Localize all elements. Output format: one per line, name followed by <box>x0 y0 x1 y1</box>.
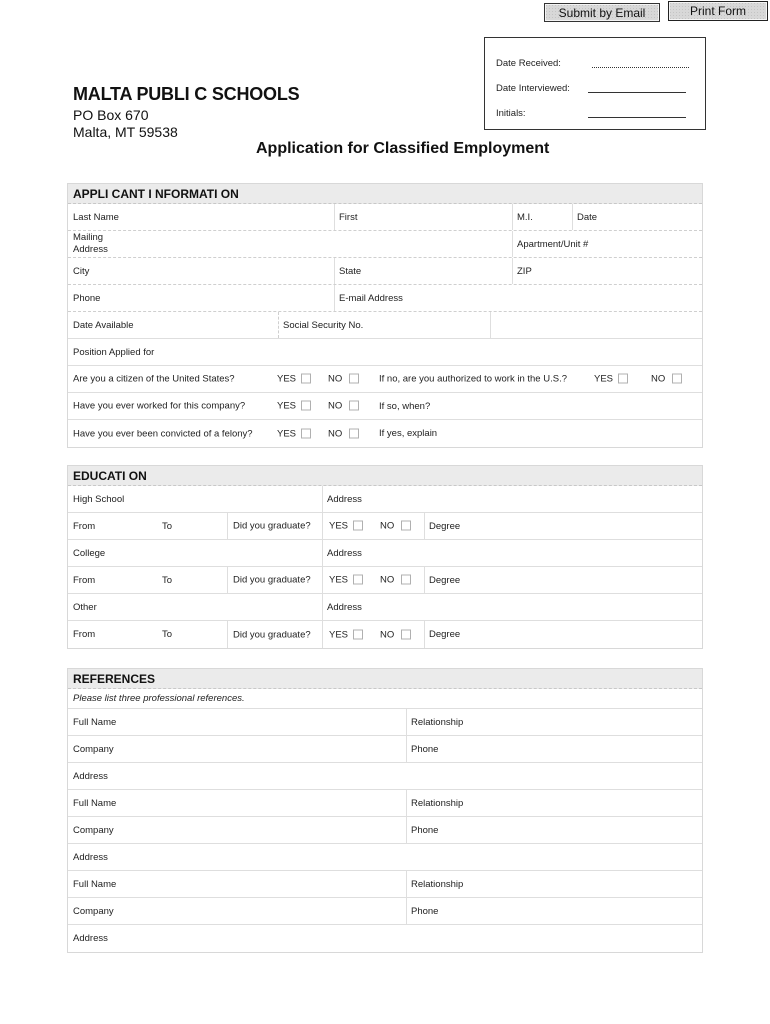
worked-question: Have you ever worked for this company? <box>73 400 246 412</box>
address-label: Address <box>73 851 108 863</box>
college-row <box>68 540 702 567</box>
address-label: Address <box>327 547 362 559</box>
submit-by-email-button[interactable] <box>544 3 660 22</box>
education-section <box>67 465 703 649</box>
name-row <box>68 204 702 231</box>
college-label: College <box>73 547 106 559</box>
college-graduate-no-checkbox[interactable] <box>401 575 411 585</box>
ref1-company-field[interactable] <box>68 736 406 762</box>
ref1-full-name-field[interactable] <box>68 709 406 735</box>
other-school-field[interactable] <box>68 594 322 620</box>
college-address-field[interactable] <box>322 540 702 566</box>
references-note-text: Please list three professional references. <box>73 693 245 704</box>
office-use-box <box>484 37 706 130</box>
phone-label: Phone <box>411 905 439 917</box>
date-label: Date <box>577 211 598 223</box>
no-label: NO <box>328 400 343 412</box>
date-field[interactable] <box>572 204 702 230</box>
city-field[interactable] <box>68 258 334 284</box>
zip-label: ZIP <box>517 265 532 277</box>
reference-2-address-row <box>68 844 702 871</box>
felony-yes-checkbox[interactable] <box>301 428 311 438</box>
city-row <box>68 258 702 285</box>
authorized-question: If no, are you authorized to work in the U.S.? <box>379 373 567 385</box>
ref2-company-field[interactable] <box>68 817 406 843</box>
yes-label: YES <box>277 428 297 439</box>
felony-no-checkbox[interactable] <box>349 428 359 438</box>
divider <box>322 513 323 539</box>
high-school-address-field[interactable] <box>322 486 702 512</box>
references-note <box>68 689 702 708</box>
no-label: NO <box>380 574 395 586</box>
other-from-field[interactable] <box>68 621 157 648</box>
address-label: Address <box>73 244 108 255</box>
mailing-address-field[interactable] <box>68 231 512 257</box>
organization-name: MALTA PUBLI C SCHOOLS <box>73 84 300 104</box>
to-label: To <box>162 629 173 640</box>
references-section <box>67 668 703 953</box>
reference-2-company-row <box>68 817 702 844</box>
state-field[interactable] <box>334 258 512 284</box>
graduate-question: Did you graduate? <box>233 629 311 640</box>
divider <box>227 621 228 648</box>
no-label: NO <box>651 373 666 385</box>
phone-field[interactable] <box>68 285 334 311</box>
reference-1-name-row <box>68 709 702 736</box>
ref1-relationship-field[interactable] <box>406 709 702 735</box>
mailing-label: Mailing <box>73 232 104 243</box>
authorized-yes-checkbox[interactable] <box>618 374 628 384</box>
other-degree-field[interactable] <box>424 621 702 648</box>
date-interviewed-field[interactable] <box>588 92 686 93</box>
reference-3-address-row <box>68 925 702 952</box>
date-available-label: Date Available <box>73 319 134 331</box>
felony-question: Have you ever been convicted of a felony? <box>73 428 253 439</box>
middle-initial-label: M.I. <box>517 211 533 223</box>
hs-from-field[interactable] <box>68 513 157 539</box>
ref1-phone-field[interactable] <box>406 736 702 762</box>
date-available-field[interactable] <box>68 312 278 338</box>
relationship-label: Relationship <box>411 878 464 890</box>
yes-label: YES <box>277 373 297 385</box>
other-school-label: Other <box>73 601 97 613</box>
full-name-label: Full Name <box>73 716 117 728</box>
graduate-question: Did you graduate? <box>233 520 311 532</box>
reference-3-name-row <box>68 871 702 898</box>
email-label: E-mail Address <box>339 292 403 304</box>
high-school-label: High School <box>73 493 125 505</box>
no-label: NO <box>328 428 343 439</box>
high-school-dates-row <box>68 513 702 540</box>
college-field[interactable] <box>68 540 322 566</box>
position-row <box>68 339 702 366</box>
address-label: Address <box>73 933 108 944</box>
divider <box>322 621 323 648</box>
no-label: NO <box>380 520 395 532</box>
hs-graduate-yes-checkbox[interactable] <box>353 521 363 531</box>
ref2-phone-field[interactable] <box>406 817 702 843</box>
yes-label: YES <box>594 373 614 385</box>
yes-label: YES <box>329 520 349 532</box>
last-name-field[interactable] <box>68 204 334 230</box>
worked-when-label: If so, when? <box>379 400 431 412</box>
state-label: State <box>339 265 362 277</box>
degree-label: Degree <box>429 520 461 532</box>
company-label: Company <box>73 743 114 755</box>
other-school-row <box>68 594 702 621</box>
ref3-address-field[interactable] <box>68 925 702 952</box>
initials-field[interactable] <box>588 117 686 118</box>
ssn-field[interactable] <box>490 312 702 338</box>
apartment-label: Apartment/Unit # <box>517 238 589 250</box>
ref3-relationship-field[interactable] <box>406 871 702 897</box>
print-form-button[interactable] <box>668 1 768 21</box>
initials-label: Initials: <box>496 108 526 119</box>
from-label: From <box>73 629 96 640</box>
first-name-field[interactable] <box>334 204 512 230</box>
mailing-address-row <box>68 231 702 258</box>
worked-when-field[interactable] <box>374 393 702 419</box>
college-graduate-yes-checkbox[interactable] <box>353 575 363 585</box>
ssn-label-cell <box>278 312 490 338</box>
no-label: NO <box>380 629 395 640</box>
first-name-label: First <box>339 211 358 223</box>
college-degree-field[interactable] <box>424 567 702 593</box>
section-title: REFERENCES <box>68 669 702 689</box>
from-label: From <box>73 520 96 532</box>
phone-label: Phone <box>411 824 439 836</box>
divider <box>227 513 228 539</box>
other-address-field[interactable] <box>322 594 702 620</box>
other-to-field[interactable] <box>157 621 227 648</box>
from-label: From <box>73 574 96 586</box>
hs-graduate-no-checkbox[interactable] <box>401 521 411 531</box>
applicant-information-section <box>67 183 703 448</box>
position-field[interactable] <box>68 339 702 365</box>
other-graduate-no-checkbox[interactable] <box>401 629 411 639</box>
divider <box>227 567 228 593</box>
full-name-label: Full Name <box>73 878 117 890</box>
city-label: City <box>73 265 90 277</box>
worked-row <box>68 393 702 420</box>
graduate-question: Did you graduate? <box>233 574 311 586</box>
relationship-label: Relationship <box>411 716 464 728</box>
high-school-field[interactable] <box>68 486 322 512</box>
company-label: Company <box>73 824 114 836</box>
authorized-no-checkbox[interactable] <box>672 374 682 384</box>
reference-3-company-row <box>68 898 702 925</box>
last-name-label: Last Name <box>73 211 119 223</box>
yes-label: YES <box>277 400 297 412</box>
other-graduate-yes-checkbox[interactable] <box>353 629 363 639</box>
divider <box>322 567 323 593</box>
hs-to-field[interactable] <box>157 513 227 539</box>
college-from-field[interactable] <box>68 567 157 593</box>
ref2-address-field[interactable] <box>68 844 702 870</box>
phone-label: Phone <box>73 292 101 304</box>
yes-label: YES <box>329 629 349 640</box>
form-title: Application for Classified Employment <box>256 140 550 157</box>
worked-no-checkbox[interactable] <box>349 401 359 411</box>
ref1-address-field[interactable] <box>68 763 702 789</box>
hs-degree-field[interactable] <box>424 513 702 539</box>
yes-label: YES <box>329 574 349 586</box>
felony-row <box>68 420 702 447</box>
other-dates-row <box>68 621 702 648</box>
degree-label: Degree <box>429 629 461 640</box>
company-label: Company <box>73 905 114 917</box>
citizen-row <box>68 366 702 393</box>
availability-row <box>68 312 702 339</box>
apartment-field[interactable] <box>512 231 702 257</box>
references-note-row <box>68 689 702 709</box>
high-school-row <box>68 486 702 513</box>
felony-explain-label: If yes, explain <box>379 428 438 439</box>
ref3-full-name-field[interactable] <box>68 871 406 897</box>
zip-field[interactable] <box>512 258 702 284</box>
to-label: To <box>162 520 173 532</box>
felony-explain-field[interactable] <box>374 420 702 447</box>
reference-2-name-row <box>68 790 702 817</box>
date-interviewed-label: Date Interviewed: <box>496 83 570 94</box>
email-field[interactable] <box>334 285 702 311</box>
reference-1-company-row <box>68 736 702 763</box>
no-label: NO <box>328 373 343 385</box>
phone-label: Phone <box>411 743 439 755</box>
address-label: Address <box>327 601 362 613</box>
full-name-label: Full Name <box>73 797 117 809</box>
middle-initial-field[interactable] <box>512 204 572 230</box>
college-dates-row <box>68 567 702 594</box>
date-received-field[interactable] <box>592 67 689 68</box>
address-line-2: Malta, MT 59538 <box>73 124 178 140</box>
degree-label: Degree <box>429 574 461 586</box>
relationship-label: Relationship <box>411 797 464 809</box>
college-to-field[interactable] <box>157 567 227 593</box>
ref2-full-name-field[interactable] <box>68 790 406 816</box>
address-label: Address <box>327 493 362 505</box>
address-line-1: PO Box 670 <box>73 107 149 123</box>
ref3-phone-field[interactable] <box>406 898 702 924</box>
position-label: Position Applied for <box>73 346 155 358</box>
to-label: To <box>162 574 173 586</box>
citizen-question: Are you a citizen of the United States? <box>73 373 235 385</box>
worked-yes-checkbox[interactable] <box>301 401 311 411</box>
section-title: APPLI CANT I NFORMATI ON <box>68 184 702 204</box>
date-received-label: Date Received: <box>496 58 561 69</box>
citizen-no-checkbox[interactable] <box>349 374 359 384</box>
print-form-label: Print Form <box>689 4 746 18</box>
ref3-company-field[interactable] <box>68 898 406 924</box>
submit-by-email-label: Submit by Email <box>558 5 646 20</box>
contact-row <box>68 285 702 312</box>
ref2-relationship-field[interactable] <box>406 790 702 816</box>
reference-1-address-row <box>68 763 702 790</box>
address-label: Address <box>73 770 108 782</box>
section-title: EDUCATI ON <box>68 466 702 486</box>
citizen-yes-checkbox[interactable] <box>301 374 311 384</box>
ssn-label: Social Security No. <box>283 319 364 331</box>
